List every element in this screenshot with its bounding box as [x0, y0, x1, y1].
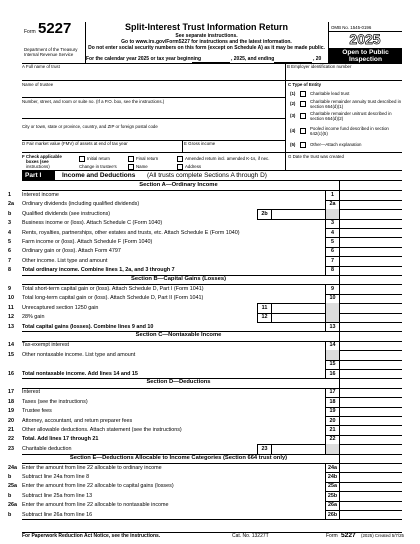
- amount-input[interactable]: [340, 388, 401, 396]
- final-return-checkbox[interactable]: [128, 156, 134, 162]
- line-description: Attorney, accountant, and return preparer fees: [22, 417, 133, 424]
- dept-line-2: Internal Revenue Service: [24, 52, 74, 57]
- field-b-label: B Employer identification number: [287, 64, 352, 69]
- line-number: 14: [8, 342, 14, 349]
- subtitle-3: Do not enter social security numbers on this form (except on Schedule A) as it may be made public.: [88, 45, 325, 51]
- line-description: Business income or (loss). Attach Schedule C (Form 1040): [22, 220, 163, 227]
- entity-checkbox-3[interactable]: [300, 113, 306, 119]
- line-ref-number: 15: [329, 361, 336, 368]
- line-number: 24a: [8, 464, 17, 471]
- city-input[interactable]: [22, 130, 284, 139]
- form-label: Form: [24, 29, 36, 35]
- cat-number: Cat. No. 13227T: [232, 533, 269, 539]
- line-description: Unrecaptured section 1250 gain: [22, 304, 99, 311]
- mid-column-label: 11: [261, 304, 268, 311]
- mid-amount-input[interactable]: [272, 304, 325, 312]
- mid-amount-input[interactable]: [272, 445, 325, 453]
- field-f-label-2: boxes (see: [26, 159, 49, 164]
- line-description: Other income. List type and amount: [22, 257, 108, 264]
- line-number: b: [8, 492, 12, 499]
- amount-input[interactable]: [340, 229, 401, 237]
- line-description: Total capital gains (losses). Combine lines 9 and 10: [22, 323, 154, 330]
- ein-input[interactable]: [287, 70, 402, 79]
- line-number: 18: [8, 398, 14, 405]
- entity-label-5: Other—Attach explanation: [310, 142, 362, 147]
- line-description: Enter the amount from line 22 allocable to capital gains (losses): [22, 483, 174, 490]
- line-ref-number: 24a: [328, 464, 337, 471]
- amount-input[interactable]: [340, 473, 401, 481]
- mid-column-label: 12: [261, 314, 268, 321]
- line-number: 15: [8, 351, 14, 358]
- amount-input[interactable]: [340, 511, 401, 519]
- omb-number: OMB No. 1545-0196: [331, 25, 372, 30]
- dept-line-1: Department of the Treasury: [24, 47, 78, 52]
- line-description: Total nontaxable income. Add lines 14 and 15: [22, 370, 138, 377]
- mid-amount-input[interactable]: [272, 210, 325, 218]
- part-1-badge: Part I: [22, 171, 55, 180]
- line-number: 4: [8, 229, 11, 236]
- amount-input[interactable]: [340, 398, 401, 406]
- line-number: 26a: [8, 502, 17, 509]
- line-number: 1: [8, 191, 11, 198]
- line-ref-number: 5: [331, 238, 334, 245]
- amount-input[interactable]: [340, 360, 401, 368]
- amount-input[interactable]: [340, 266, 401, 274]
- street-input[interactable]: [22, 105, 284, 115]
- line-description: Rents, royalties, partnerships, other estates and trusts, etc. Attach Schedule E (Form 1040): [22, 229, 240, 236]
- line-ref-number: 2a: [329, 201, 336, 208]
- trustee-label: Name of trustee: [22, 82, 54, 87]
- line-ref-number: 26b: [327, 511, 338, 518]
- line-number: 9: [8, 285, 11, 292]
- change-trustee-label: Change in trustee's: [79, 164, 117, 169]
- amount-input[interactable]: [340, 370, 401, 378]
- calendar-year-line: For the calendar year 2025 or tax year beginning: [86, 56, 202, 62]
- line-ref-number: 7: [331, 257, 334, 264]
- section-heading-c: Section C—Nontaxable Income: [135, 332, 222, 339]
- line-description: Total long-term capital gain or (loss). Attach Schedule D, Part II (Form 1041): [22, 295, 204, 302]
- line-description: Interest income: [22, 191, 59, 198]
- field-a-label: A Full name of trust: [22, 64, 60, 69]
- line-description: Total ordinary income. Combine lines 1, 2a, and 3 through 7: [22, 267, 175, 274]
- line-number: 22: [8, 436, 14, 443]
- entity-label-1: Charitable lead trust: [310, 91, 350, 96]
- line-description: Charitable deduction: [22, 445, 72, 452]
- name-change-label: Name: [136, 164, 148, 169]
- entity-label-2: Charitable remainder annuity trust described in section 664(d)(1): [310, 99, 402, 109]
- field-e-label: E Gross income: [184, 141, 216, 146]
- open-public-line-1: Open to Public: [342, 48, 389, 56]
- amount-input[interactable]: [340, 247, 401, 255]
- entity-num-5: (5): [290, 142, 296, 147]
- line-ref-number: 14: [329, 342, 336, 349]
- part-1-title-note: (All trusts complete Sections A through D): [147, 172, 267, 179]
- final-return-label: Final return: [136, 156, 159, 161]
- field-d-label: D Fair market value (FMV) of assets at end of tax year: [22, 141, 128, 146]
- line-description: Qualified dividends (see instructions): [22, 210, 111, 217]
- line-ref-number: 3: [331, 220, 334, 227]
- calendar-20-text: , 20: [313, 56, 322, 62]
- entity-label-4: Pooled income fund described in section 642(c)(5): [310, 126, 389, 136]
- form-title: Split-Interest Trust Information Return: [124, 22, 288, 32]
- city-label: City or town, state or province, country, and ZIP or foreign postal code: [22, 124, 158, 129]
- paperwork-notice: For Paperwork Reduction Act Notice, see the instructions.: [22, 533, 161, 539]
- amount-input[interactable]: [340, 407, 401, 415]
- footer-form-number: 5227: [341, 532, 356, 539]
- line-ref-number: 26a: [328, 502, 337, 509]
- amount-input[interactable]: [340, 191, 401, 199]
- line-description: Total short-term capital gain or (loss). Attach Schedule D, Part I (Form 1041): [22, 285, 204, 292]
- amended-return-checkbox[interactable]: [177, 156, 183, 162]
- line-number: 2a: [8, 201, 14, 208]
- subtitle-1: See separate instructions.: [175, 33, 238, 39]
- line-description: Interest: [22, 389, 40, 396]
- line-description: Taxes (see the instructions): [22, 398, 88, 405]
- line-description: Tax-exempt interest: [22, 342, 70, 349]
- date-created-input[interactable]: [288, 160, 401, 169]
- section-heading-e: Section E—Deductions Allocable to Income Categories (Section 664 trust only): [69, 454, 288, 461]
- line-description: Enter the amount from line 22 allocable to nontaxable income: [22, 502, 169, 509]
- entity-checkbox-2[interactable]: [300, 101, 306, 107]
- amount-input[interactable]: [340, 323, 401, 331]
- field-c-label: C Type of Entity: [288, 82, 322, 87]
- line-number: 20: [8, 417, 14, 424]
- amount-input[interactable]: [340, 417, 401, 425]
- line-number: b: [8, 511, 12, 518]
- field-f-label-3: instructions): [26, 164, 50, 169]
- line-number: 13: [8, 323, 14, 330]
- form-number: 5227: [38, 20, 72, 37]
- mid-column-label: 23: [261, 445, 268, 452]
- line-ref-number: 1: [331, 191, 334, 198]
- line-number: 7: [8, 257, 11, 264]
- line-number: 6: [8, 248, 11, 255]
- footer-created: (2025) Created 5/7/25: [361, 533, 404, 538]
- amount-input[interactable]: [340, 200, 401, 208]
- entity-checkbox-4[interactable]: [300, 128, 306, 134]
- line-ref-number: 10: [329, 295, 336, 302]
- amount-input[interactable]: [340, 492, 401, 500]
- line-number: 8: [8, 267, 11, 274]
- footer-form-label: Form: [326, 533, 338, 539]
- amount-input[interactable]: [340, 501, 401, 509]
- line-ref-number: 18: [329, 398, 336, 405]
- entity-checkbox-5[interactable]: [300, 142, 306, 148]
- line-description: Total. Add lines 17 through 21: [22, 436, 99, 443]
- line-ref-number: 4: [331, 229, 334, 236]
- amount-input[interactable]: [340, 435, 401, 443]
- line-ref-number: 13: [329, 323, 336, 330]
- line-number: 19: [8, 408, 14, 415]
- line-description: Trustee fees: [22, 408, 52, 415]
- trustee-input[interactable]: [22, 88, 284, 96]
- line-number: 21: [8, 426, 14, 433]
- line-number: 11: [8, 304, 14, 311]
- line-number: 10: [8, 295, 14, 302]
- amount-input[interactable]: [340, 482, 401, 490]
- line-ref-number: 6: [331, 248, 334, 255]
- amount-input[interactable]: [340, 464, 401, 472]
- mid-column-label: 2b: [261, 210, 268, 217]
- line-description: Other allowable deductions. Attach statement (see the instructions): [22, 426, 182, 433]
- section-heading-d: Section D—Deductions: [146, 379, 211, 386]
- mid-amount-input[interactable]: [272, 313, 325, 321]
- entity-num-3: (3): [290, 113, 296, 118]
- line-number: b: [8, 473, 12, 480]
- line-description: Enter the amount from line 22 allocable to ordinary income: [22, 464, 162, 471]
- trust-name-input[interactable]: [22, 70, 284, 79]
- amount-input[interactable]: [340, 294, 401, 302]
- address-change-label: Address: [185, 164, 202, 169]
- section-heading-a: Section A—Ordinary Income: [139, 182, 218, 188]
- tax-year: 2025: [349, 31, 381, 47]
- line-description: Subtract line 25a from line 13: [22, 492, 93, 499]
- line-description: Farm income or (loss). Attach Schedule F (Form 1040): [22, 238, 153, 245]
- initial-return-checkbox[interactable]: [79, 156, 85, 162]
- amount-input[interactable]: [340, 257, 401, 265]
- line-number: 5: [8, 238, 11, 245]
- line-number: 17: [8, 389, 14, 396]
- amount-input[interactable]: [340, 238, 401, 246]
- line-ref-number: 19: [329, 408, 336, 415]
- line-number: 23: [8, 445, 14, 452]
- line-number: 16: [8, 370, 14, 377]
- amount-input[interactable]: [340, 341, 401, 349]
- line-description: Other nontaxable income. List type and amount: [22, 351, 136, 358]
- line-ref-number: 16: [329, 370, 336, 377]
- line-description: Subtract line 24a from line 8: [22, 473, 90, 480]
- line-ref-number: 20: [329, 417, 336, 424]
- line-ref-number: 9: [331, 285, 334, 292]
- line-description: Subtract line 26a from line 16: [22, 511, 93, 518]
- subtitle-2: Go to www.irs.gov/Form5227 for instructions and the latest information.: [121, 39, 292, 45]
- entity-num-1: (1): [290, 91, 296, 96]
- amended-return-label: Amended return incl. amended K-1s, if nec.: [185, 156, 270, 161]
- amount-input[interactable]: [340, 426, 401, 434]
- open-to-public-banner: [329, 48, 402, 63]
- section-heading-b: Section B—Capital Gains (Losses): [130, 276, 227, 282]
- amount-input[interactable]: [340, 285, 401, 293]
- line-ref-number: 21: [329, 426, 336, 433]
- entity-num-4: (4): [290, 128, 296, 133]
- line-description: Ordinary gain or (loss). Attach Form 4797: [22, 248, 121, 255]
- line-number: 12: [8, 314, 14, 321]
- entity-num-2: (2): [290, 101, 296, 106]
- open-public-line-2: Inspection: [349, 55, 382, 63]
- line-ref-number: 25a: [328, 483, 337, 490]
- field-f-label-1: F Check applicable: [22, 154, 62, 159]
- line-number: 3: [8, 220, 11, 227]
- amount-input[interactable]: [340, 219, 401, 227]
- line-description: 28% gain: [22, 314, 45, 321]
- line-ref-number: 17: [329, 389, 336, 396]
- initial-return-label: Initial return: [87, 156, 110, 161]
- line-ref-number: 24b: [327, 473, 338, 480]
- calendar-2025-text: , 2025, and ending: [231, 56, 275, 62]
- line-ref-number: 22: [329, 436, 336, 443]
- line-number: 25a: [8, 483, 17, 490]
- street-label: Number, street, and room or suite no. (If a P.O. box, see the instructions.): [22, 99, 165, 104]
- line-description: Ordinary dividends (including qualified dividends): [22, 201, 140, 208]
- line-ref-number: 25b: [327, 492, 338, 499]
- field-g-label: G Date the trust was created: [288, 154, 344, 159]
- line-ref-number: 8: [331, 267, 334, 274]
- entity-checkbox-1[interactable]: [300, 91, 306, 97]
- line-number: b: [8, 210, 12, 217]
- part-1-title: Income and Deductions: [62, 172, 136, 179]
- entity-label-3: Charitable remainder unitrust described in section 664(d)(2): [310, 111, 392, 121]
